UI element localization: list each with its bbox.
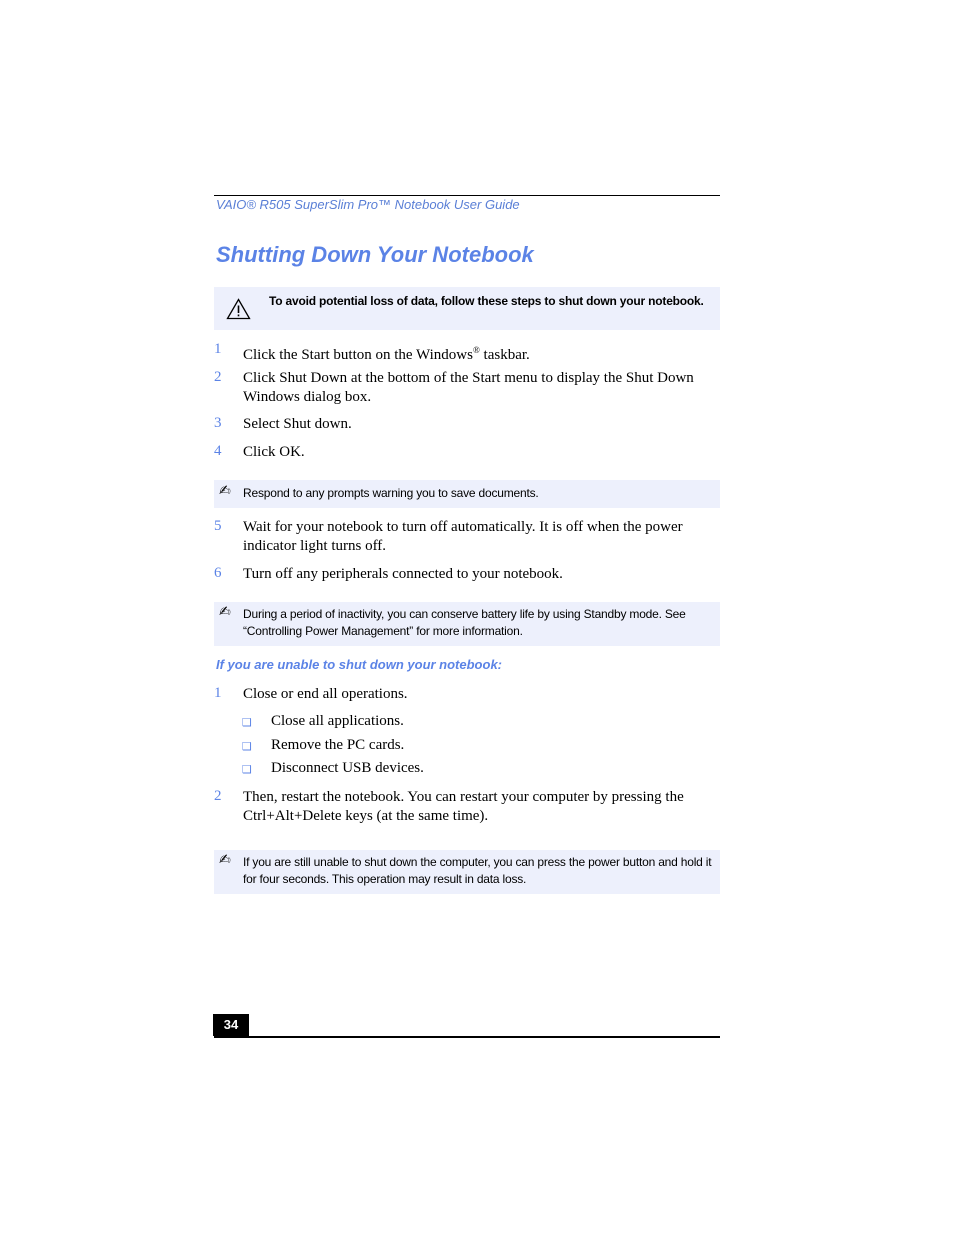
step-text: Wait for your notebook to turn off automatically. It is off when the power indicator light turns off. — [243, 519, 683, 554]
step-number: 2 — [214, 369, 222, 385]
pencil-note-icon: ✍ — [219, 483, 231, 499]
subsection-title: If you are unable to shut down your notebook: — [216, 657, 502, 672]
step-number: 1 — [214, 341, 222, 357]
registered-mark: ® — [472, 345, 480, 355]
step-number: 1 — [214, 685, 222, 701]
step-text — [243, 341, 718, 365]
header-rule — [214, 195, 720, 196]
footer-rule — [214, 1036, 720, 1038]
step-text-part: Click the Start button on the Windows — [243, 347, 473, 363]
step-text: Select Shut down. — [243, 416, 352, 432]
step-number: 6 — [214, 565, 222, 581]
note-text: During a period of inactivity, you can conserve battery life by using Standby mode. See “Controlling Power Management” for more information. — [243, 607, 686, 638]
note-text: Respond to any prompts warning you to save documents. — [243, 486, 539, 500]
step-text: Click OK. — [243, 444, 305, 460]
step-number: 2 — [214, 788, 222, 804]
note-text: If you are still unable to shut down the computer, you can press the power button and hold it for four seconds. This operation may result in data loss. — [243, 855, 712, 886]
checkbox-bullet-icon: ❑ — [242, 740, 252, 753]
warning-triangle-icon — [226, 298, 251, 320]
checkbox-bullet-icon: ❑ — [242, 716, 252, 729]
guide-title: VAIO® R505 SuperSlim Pro™ Notebook User Guide — [216, 197, 520, 212]
step-text-part: taskbar. — [479, 347, 530, 363]
section-title: Shutting Down Your Notebook — [216, 242, 534, 267]
sub-item-text: Close all applications. — [271, 713, 404, 729]
step-number: 5 — [214, 518, 222, 534]
step-text: Click Shut Down at the bottom of the Start menu to display the Shut Down Windows dialog box. — [243, 370, 694, 405]
step-text: Then, restart the notebook. You can restart your computer by pressing the Ctrl+Alt+Delete keys (at the same time). — [243, 789, 684, 824]
checkbox-bullet-icon: ❑ — [242, 763, 252, 776]
warning-text: To avoid potential loss of data, follow these steps to shut down your notebook. — [269, 294, 704, 308]
step-text: Close or end all operations. — [243, 686, 408, 702]
sub-item-text: Remove the PC cards. — [271, 737, 405, 753]
step-text: Turn off any peripherals connected to your notebook. — [243, 566, 563, 582]
pencil-note-icon: ✍ — [219, 852, 231, 868]
page-number: 34 — [213, 1014, 249, 1036]
step-number: 4 — [214, 443, 222, 459]
pencil-note-icon: ✍ — [219, 604, 231, 620]
step-number: 3 — [214, 415, 222, 431]
sub-item-text: Disconnect USB devices. — [271, 760, 424, 776]
